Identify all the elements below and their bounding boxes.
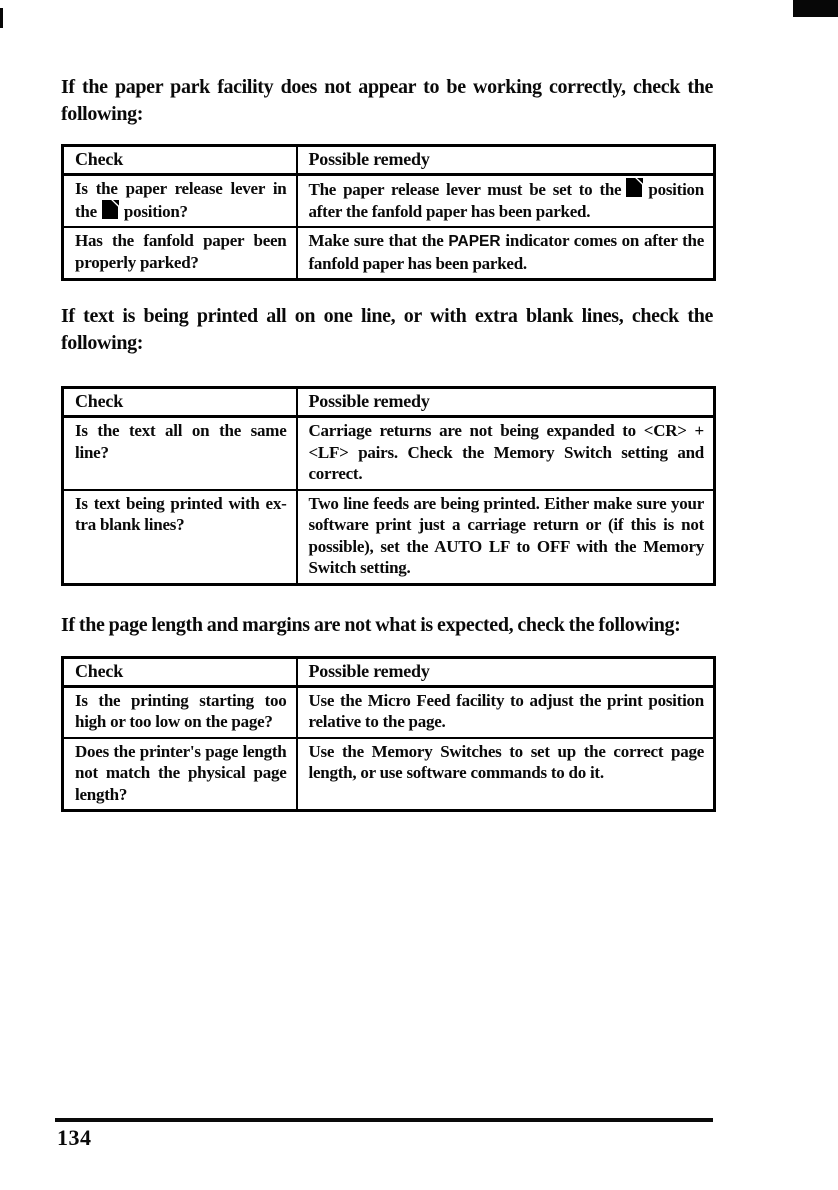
check-cell-page-length: Does the printer's page length not match the physical page length? [63,738,297,811]
intro-paragraph-one-line: If text is being printed all on one line, or with extra blank lines, check the following: [61,305,713,354]
page-content [61,0,713,812]
check-cell-same-line: Is the text all on the same line? [63,417,297,490]
remedy-cell-print-position: Use the Micro Feed facility to adjust the print position relative to the page. [297,686,715,738]
cut-sheet-icon [102,200,119,219]
column-header-remedy: Possible remedy [297,388,715,417]
footer-rule [55,1118,713,1122]
table-row [63,738,715,811]
table-row [63,227,715,280]
check-cell-release-lever: Is the paper release lever in the position? [63,175,297,228]
scan-artifact-top-right [793,0,838,17]
table-header-row [63,146,715,175]
table-row [63,686,715,738]
remedy-cell-release-lever: The paper release lever must be set to the position after the fanfold paper has been parked. [297,175,715,228]
troubleshooting-table-paper-park [61,144,716,281]
troubleshooting-table-one-line [61,386,716,586]
paper-indicator-label: PAPER [448,233,501,250]
remedy-cell-blank-lines: Two line feeds are being printed. Either make sure your software print just a carriage return or (if this is not possible), set the AUTO LF to OFF with the Memory Switch setting. [297,490,715,585]
cut-sheet-icon [626,178,643,197]
table-row [63,490,715,585]
check-cell-print-position: Is the printing starting too high or too low on the page? [63,686,297,738]
remedy-cell-page-length: Use the Memory Switches to set up the correct page length, or use software commands to do it. [297,738,715,811]
scan-artifact-left-edge [0,8,3,28]
intro-paragraph-page-length: If the page length and margins are not what is expected, check the following: [61,613,681,636]
intro-paragraph-paper-park: If the paper park facility does not appear to be working correctly, check the following: [61,76,713,125]
remedy-cell-same-line: Carriage returns are not being expanded to <CR> + <LF> pairs. Check the Memory Switch setting and correct. [297,417,715,490]
table-header-row [63,388,715,417]
check-cell-fanfold-parked: Has the fanfold paper been properly parked? [63,227,297,280]
column-header-remedy: Possible remedy [297,657,715,686]
table-row [63,417,715,490]
remedy-cell-fanfold-parked: Make sure that the PAPER indicator comes on after the fanfold paper has been parked. [297,227,715,280]
column-header-remedy: Possible remedy [297,146,715,175]
table-header-row [63,657,715,686]
column-header-check: Check [63,657,297,686]
column-header-check: Check [63,146,297,175]
page-number: 134 [57,1125,92,1150]
troubleshooting-table-page-length [61,656,716,813]
check-cell-blank-lines: Is text being printed with ex- tra blank lines? [63,490,297,585]
table-row [63,175,715,228]
column-header-check: Check [63,388,297,417]
